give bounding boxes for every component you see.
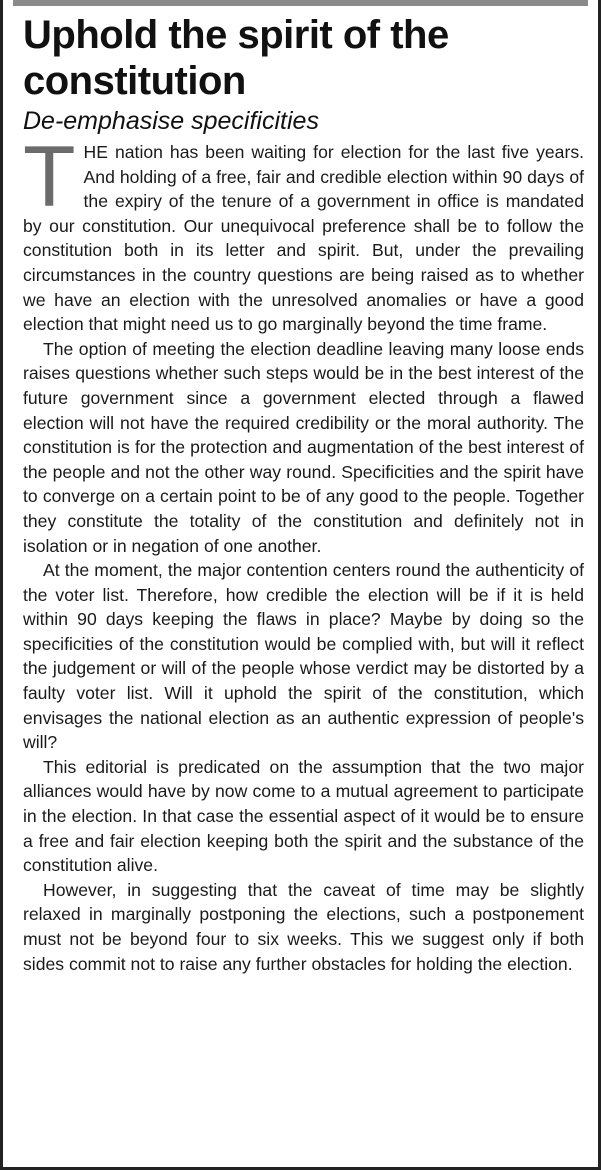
editorial-article [23, 12, 584, 976]
paragraph-5: However, in suggesting that the caveat of time may be slightly relaxed in marginally postponing the elections, such a postponement must not be beyond four to six weeks. This we suggest only if both sides commit not to raise any further obstacles for holding the election. [23, 879, 584, 974]
article-body [23, 129, 584, 976]
paragraph-1 [23, 129, 584, 337]
paragraph-1-text: HE nation has been waiting for election for the last five years. And holding of a free, fair and credible election within 90 days of the expiry of the tenure of a government in office is mandated by our constitution. Our unequivocal preference shall be to follow the constitution both in its letter and spirit. But, under the prevailing circumstances in the country questions are being raised as to whether we have an election with the unresolved anomalies or have a good election that might need us to go marginally beyond the time frame. [23, 142, 584, 335]
subheadline: De-emphasise specificities [23, 107, 319, 135]
drop-cap: T [23, 129, 76, 225]
paragraph-3: At the moment, the major contention centers round the authenticity of the voter list. Therefore, how credible the election will be if it is held within 90 days keeping the flaws in place? Maybe by doing so the specificities of the constitution would be complied with, but will it reflect the judgement or will of the people whose verdict may be distorted by a faulty voter list. Will it uphold the spirit of the constitution, which envisages the national election as an authentic expression of people's will? [23, 560, 584, 753]
top-rule [13, 0, 588, 6]
paragraph-4: This editorial is predicated on the assumption that the two major alliances would have by now come to a mutual agreement to participate in the election. In that case the essential aspect of it would be to ensure a free and fair election keeping both the spirit and the substance of the constitution alive. [23, 756, 584, 876]
headline: Uphold the spirit of the constitution [23, 13, 449, 103]
paragraph-2: The option of meeting the election deadline leaving many loose ends raises questions whether such steps would be in the best interest of the future government since a government elected through a flawed election will not have the required credibility or the moral authority. The constitution is for the protection and augmentation of the best interest of the people and not the other way round. Specificities and the spirit have to converge on a certain point to be of any good to the people. Together they constitute the totality of the constitution and definitely not in isolation or in negation of one another. [23, 338, 584, 556]
